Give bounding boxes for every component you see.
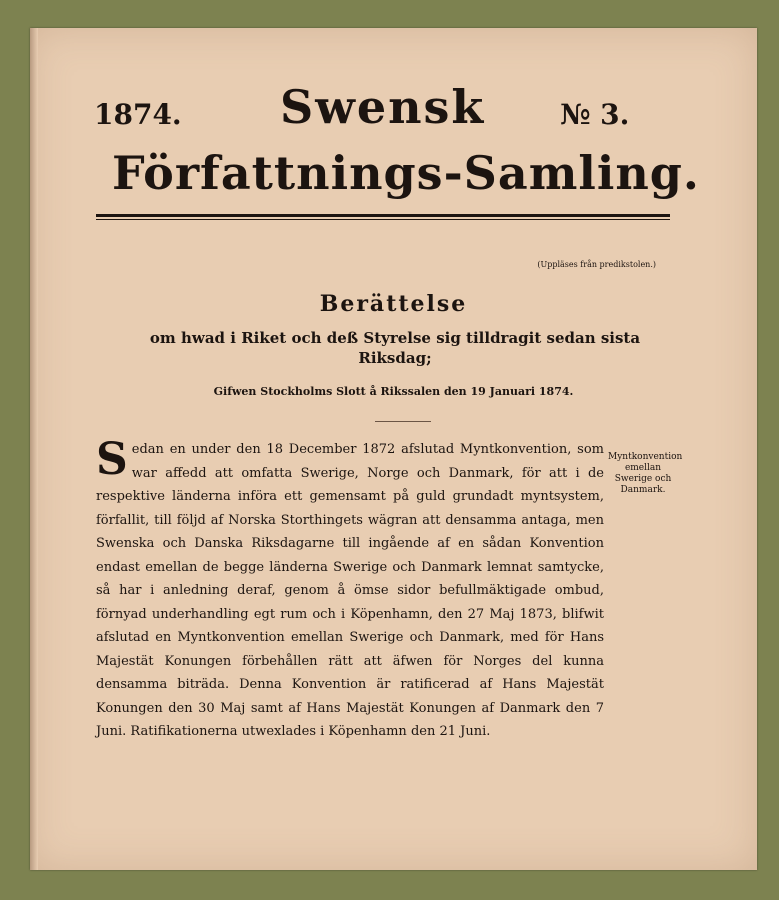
body-text: edan en under den 18 December 1872 afslutad Myntkonvention, som war affedd att omfatta Swerige, Norge och Danmark, för att i de respektive länderna införa ett gemensamt på guld grundadt myntsystem, förfallit, till följd af Norska Storthingets wägran att densamma antaga, men Swenska och Danska Riksdagarne till ingående af en sådan Konvention endast emellan de begge länderna Swerige och Danmark lemnat samtycke, så har i anledning deraf, genom å ömse sidor befullmäktigade ombud, förnyad underhandling egt rum och i Köpenhamn, den 27 Maj 1873, blifwit afslutad en Myntkonvention emellan Swerige och Danmark, med för Hans Majestät Konungen förbehållen rätt att äfwen för Norges del kunna densamma biträda. Denna Konvention är ratificerad af Hans Majestät Konungen den 30 Maj samt af Hans Majestät Konungen af Danmark den 7 Juni. Ratifikationerna utwexlades i Köpenhamn den 21 Juni. xyxy=(96,442,604,739)
divider xyxy=(375,421,431,422)
title-line-1: Swensk xyxy=(280,80,486,134)
header-rule-thin xyxy=(96,219,670,220)
reading-note: (Uppläses från predikstolen.) xyxy=(537,260,656,269)
drop-cap: S xyxy=(96,434,128,485)
issue-year: 1874. xyxy=(94,98,182,131)
title-line-2: Författnings-Samling. xyxy=(112,146,700,200)
section-heading: Berättelse xyxy=(319,291,468,317)
margin-note: Myntkonvention emellan Swerige och Danmark. xyxy=(608,452,683,495)
section-subheading: om hwad i Riket och deß Styrelse sig tilldragit sedan sista Riksdag; xyxy=(149,329,641,367)
header-rule-thick xyxy=(96,214,670,217)
given-line: Gifwen Stockholms Slott å Rikssalen den 19 Januari 1874. xyxy=(213,385,574,398)
issue-number: № 3. xyxy=(560,98,630,131)
document-page xyxy=(30,28,757,870)
body-paragraph xyxy=(96,434,604,744)
